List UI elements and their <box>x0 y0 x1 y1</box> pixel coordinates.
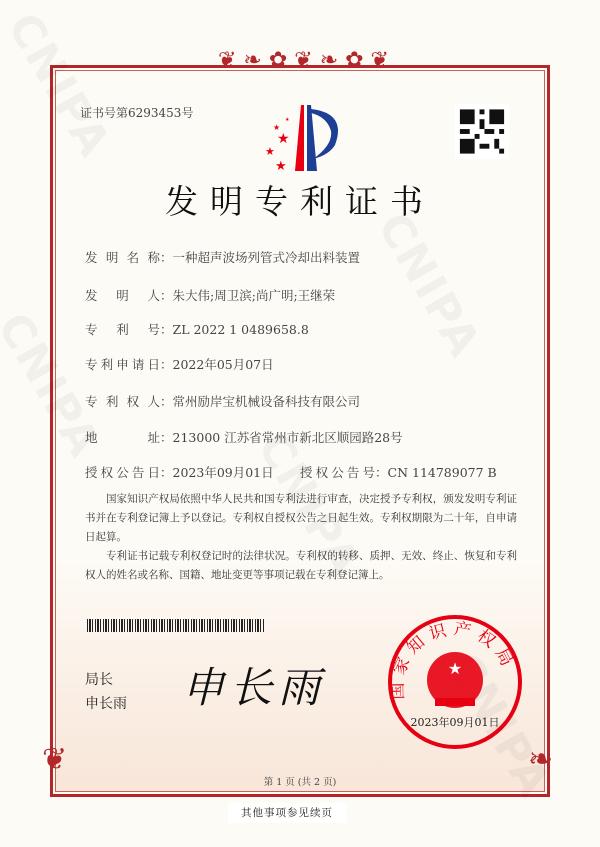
field-invention-name: 发明名称：一种超声波场列管式冷却出料装置 <box>85 250 361 265</box>
svg-text:★: ★ <box>277 131 290 147</box>
svg-text:★: ★ <box>275 159 287 173</box>
barcode <box>87 619 264 632</box>
field-grant-number: 授权公告号：CN 114789077 B <box>300 465 497 480</box>
svg-text:★: ★ <box>285 117 290 123</box>
director-signature: 申长雨 <box>182 663 327 712</box>
footer-note: 其他事项参见续页 <box>228 803 346 823</box>
field-grant-date: 授权公告日：2023年09月01日 <box>85 465 274 480</box>
top-ornament: ❦ ❧ ✿ ❦ ❧ ✿ ❦ <box>218 48 389 73</box>
corner-ornament-right: ❧ <box>528 742 554 777</box>
page-info: 第 1 页 (共 2 页) <box>263 777 337 788</box>
field-application-date: 专利申请日：2022年05月07日 <box>85 357 274 372</box>
director-name: 申长雨 <box>85 696 127 712</box>
director-title: 局长 <box>85 672 113 688</box>
corner-ornament-left: ❦ <box>42 742 68 777</box>
field-address: 地址：213000 江苏省常州市新北区顺园路28号 <box>85 430 403 445</box>
certificate-number: 证书号第6293453号 <box>80 106 194 120</box>
paragraph-legal-status: 专利证书记载专利权登记时的法律状况。专利权的转移、质押、无效、终止、恢复和专利权人的姓名或名称、国籍、地址变更等事项记载在专利登记簿上。 <box>85 550 517 581</box>
official-seal <box>385 612 525 752</box>
qr-code[interactable] <box>455 104 509 159</box>
svg-text:★: ★ <box>265 145 275 158</box>
svg-text:2023年09月01日: 2023年09月01日 <box>410 716 500 729</box>
svg-text:★: ★ <box>447 659 463 678</box>
svg-text:★: ★ <box>273 123 281 132</box>
paragraph-grant: 国家知识产权局依照中华人民共和国专利法进行审查，决定授予专利权，颁发发明专利证书并在专利登记簿上予以登记。专利权自授权公告之日起生效。专利权期限为二十年，自申请日起算。 <box>85 493 517 543</box>
svg-text:国家知识产权局: 国家知识产权局 <box>387 619 520 700</box>
page-title: 发明专利证书 <box>165 182 435 221</box>
field-inventors: 发明人：朱大伟;周卫滨;尚广明;王继荣 <box>85 288 336 303</box>
field-patentee: 专利权人：常州励岸宝机械设备科技有限公司 <box>85 394 361 409</box>
cnipa-logo <box>255 103 350 173</box>
field-patent-number: 专利号：ZL 2022 1 0489658.8 <box>85 322 309 337</box>
